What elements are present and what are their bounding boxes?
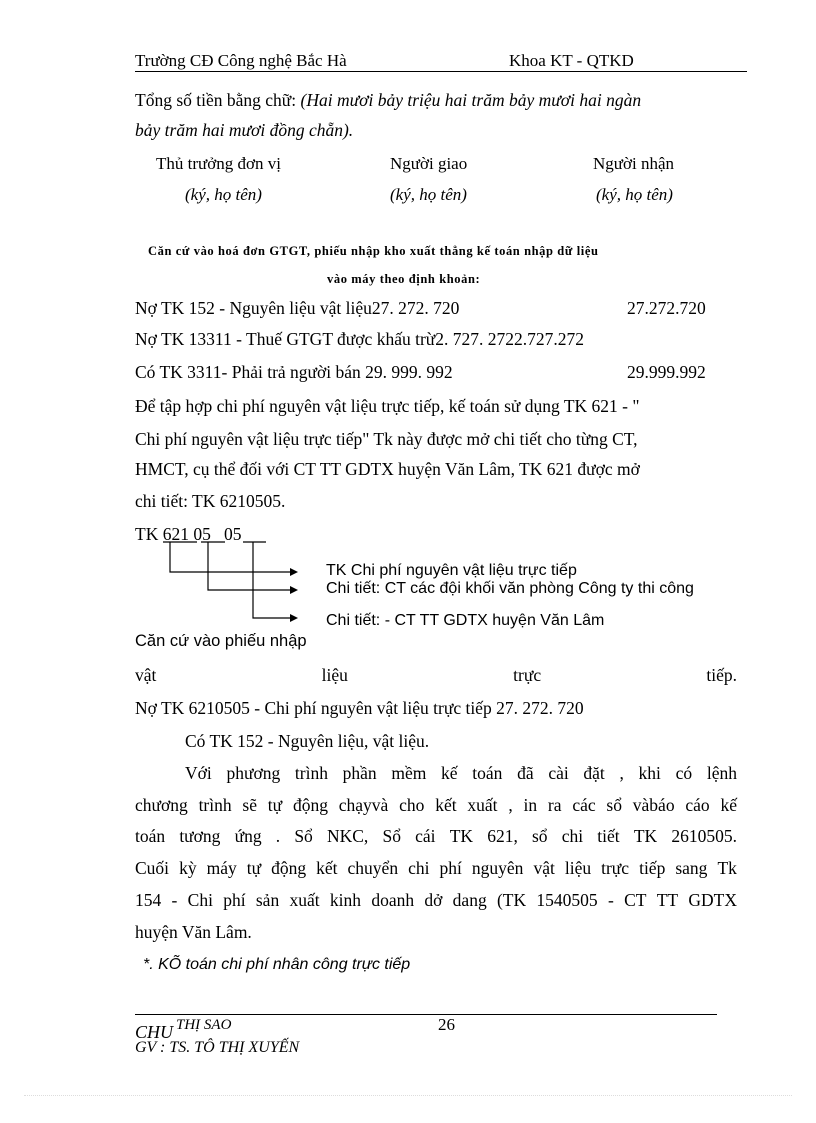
para2-word: tự bbox=[246, 858, 262, 878]
basis2-word: liệu bbox=[321, 665, 348, 685]
para2-word: lệnh bbox=[706, 763, 737, 783]
signature-title-receiver: Người nhận bbox=[593, 154, 674, 173]
basis-line2: vào máy theo định khoản: bbox=[327, 272, 481, 286]
para2-word: sang bbox=[675, 858, 708, 878]
total-words-line2: bảy trăm hai mươi đồng chẵn). bbox=[135, 120, 354, 140]
para1-line2: Chi phí nguyên vật liệu trực tiếp" Tk này được mở chi tiết cho từng CT, bbox=[135, 429, 638, 449]
para2-word: kế bbox=[720, 795, 737, 815]
diagram-label-account: TK Chi phí nguyên vật liệu trực tiếp bbox=[326, 562, 577, 579]
basis-line1: Căn cứ vào hoá đơn GTGT, phiếu nhập kho xuất thẳng kế toán nhập dữ liệu bbox=[148, 244, 599, 258]
para2-word: trực bbox=[601, 858, 630, 878]
para2-line1 bbox=[185, 763, 737, 784]
para2-word: 154 bbox=[135, 890, 162, 910]
para2-word: Sổ bbox=[294, 826, 313, 846]
account-code: TK 621 05 05 bbox=[135, 524, 242, 544]
entry-debit-152: Nợ TK 152 - Nguyên liệu vật liệu27. 272. 720 bbox=[135, 298, 460, 318]
para2-word: kết bbox=[316, 858, 338, 878]
signature-note-head: (ký, họ tên) bbox=[185, 185, 262, 204]
entry-credit-3311-amount: 29.999.992 bbox=[627, 362, 706, 382]
para2-word: xuất bbox=[289, 890, 320, 910]
total-words-text: (Hai mươi bảy triệu hai trăm bảy mươi hai ngàn bbox=[300, 90, 642, 110]
para2-line2 bbox=[135, 795, 737, 816]
para2-word: vàbáo bbox=[632, 795, 675, 815]
para2-word: phần bbox=[342, 763, 377, 783]
para2-word: Với bbox=[185, 763, 212, 783]
para2-word: kết bbox=[435, 795, 457, 815]
para1-line3: HMCT, cụ thể đối với CT TT GDTX huyện Văn Lâm, TK 621 được mở bbox=[135, 459, 640, 479]
para2-word: Cuối bbox=[135, 858, 170, 878]
basis2-word: vật bbox=[135, 665, 157, 685]
diagram-label-project: Chi tiết: - CT TT GDTX huyện Văn Lâm bbox=[326, 612, 605, 629]
para2-word: sản bbox=[255, 890, 280, 910]
para2-word: sổ bbox=[606, 795, 622, 815]
para2-word: phí bbox=[223, 890, 246, 910]
entry2-debit: Nợ TK 6210505 - Chi phí nguyên vật liệu trực tiếp 27. 272. 720 bbox=[135, 698, 584, 718]
para2-word: ra bbox=[547, 795, 562, 815]
diagram-label-office: Chi tiết: CT các đội khối văn phòng Công ty thi công bbox=[326, 580, 694, 597]
footer-rule bbox=[135, 1014, 717, 1015]
footer-advisor: GV : TS. TÔ THỊ XUYẾN bbox=[135, 1039, 300, 1056]
entry-credit-3311: Có TK 3311- Phải trả người bán 29. 999. 992 bbox=[135, 362, 453, 382]
footer-author-prefix: CHU bbox=[135, 1022, 174, 1042]
para2-word: TT bbox=[656, 890, 679, 910]
para2-line3 bbox=[135, 826, 737, 847]
basis2-word: trực bbox=[513, 665, 542, 685]
para2-word: phương bbox=[226, 763, 281, 783]
para2-word: , bbox=[619, 763, 624, 783]
para2-word: kinh bbox=[329, 890, 362, 910]
para2-word: NKC, bbox=[326, 826, 369, 846]
entry-debit-152-amount: 27.272.720 bbox=[627, 298, 706, 318]
header-school: Trường CĐ Công nghệ Bắc Hà bbox=[135, 51, 347, 70]
para2-word: 621, bbox=[487, 826, 518, 846]
para2-line5 bbox=[135, 890, 737, 911]
para2-word: động bbox=[271, 858, 307, 878]
footer-author-name: THỊ SAO bbox=[176, 1017, 232, 1033]
para2-word: dang bbox=[452, 890, 487, 910]
para2-word: chương bbox=[135, 795, 188, 815]
basis2-justified-line bbox=[135, 665, 737, 686]
para2-word: tiết bbox=[597, 826, 620, 846]
para2-word: CT bbox=[624, 890, 647, 910]
para2-word: Chi bbox=[187, 890, 213, 910]
para2-word: 2610505. bbox=[671, 826, 737, 846]
entry-debit-13311: Nợ TK 13311 - Thuế GTGT được khấu trừ2. 727. 2722.727.272 bbox=[135, 329, 585, 349]
para2-word: chi bbox=[408, 858, 430, 878]
para2-word: in bbox=[523, 795, 538, 815]
para2-word: tự bbox=[267, 795, 283, 815]
para2-line6: huyện Văn Lâm. bbox=[135, 922, 252, 942]
header-faculty: Khoa KT - QTKD bbox=[509, 51, 634, 70]
para2-word: trình bbox=[294, 763, 328, 783]
para2-word: cái bbox=[415, 826, 436, 846]
para2-word: kế bbox=[441, 763, 458, 783]
para2-word: Tk bbox=[717, 858, 737, 878]
next-section-heading: *. KÕ toán chi phí nhân công trực tiếp bbox=[143, 956, 411, 973]
para2-word: liệu bbox=[564, 858, 592, 878]
page-bottom-edge bbox=[24, 1095, 792, 1096]
para2-word: các bbox=[572, 795, 596, 815]
para2-word: kỳ bbox=[179, 858, 197, 878]
para2-word: cáo bbox=[685, 795, 710, 815]
para2-word: , bbox=[508, 795, 513, 815]
para2-word: có bbox=[675, 763, 693, 783]
para2-word: phí bbox=[439, 858, 462, 878]
total-words-label: Tổng số tiền bằng chữ: bbox=[135, 90, 301, 110]
para2-word: đặt bbox=[583, 763, 605, 783]
signature-title-deliverer: Người giao bbox=[390, 154, 468, 173]
para2-word: nguyên bbox=[471, 858, 524, 878]
entry2-credit: Có TK 152 - Nguyên liệu, vật liệu. bbox=[185, 731, 430, 751]
para2-word: sổ bbox=[532, 826, 548, 846]
para2-word: - bbox=[607, 890, 614, 910]
para2-word: chi bbox=[561, 826, 584, 846]
para2-word: khi bbox=[638, 763, 661, 783]
para2-word: tương bbox=[179, 826, 221, 846]
para2-word: TK bbox=[449, 826, 474, 846]
basis2-line1: Căn cứ vào phiếu nhập bbox=[135, 632, 307, 650]
para2-word: mềm bbox=[391, 763, 427, 783]
para2-word: GDTX bbox=[688, 890, 737, 910]
para2-line4 bbox=[135, 858, 737, 879]
para2-word: doanh bbox=[371, 890, 415, 910]
para2-word: toán bbox=[135, 826, 166, 846]
para2-word: động bbox=[292, 795, 328, 815]
para2-word: vật bbox=[533, 858, 555, 878]
para2-word: trình bbox=[198, 795, 232, 815]
para2-word: (TK bbox=[496, 890, 527, 910]
para2-word: TK bbox=[633, 826, 658, 846]
para2-word: . bbox=[275, 826, 281, 846]
para2-word: dở bbox=[424, 890, 443, 910]
page-number: 26 bbox=[438, 1015, 455, 1034]
para2-word: chạyvà bbox=[338, 795, 389, 815]
para2-word: 1540505 bbox=[536, 890, 598, 910]
para2-word: cài bbox=[548, 763, 569, 783]
para2-word: toán bbox=[472, 763, 503, 783]
para2-word: đã bbox=[517, 763, 534, 783]
para2-word: tiếp bbox=[639, 858, 666, 878]
para1-line4: chi tiết: TK 6210505. bbox=[135, 491, 286, 511]
para2-word: chuyển bbox=[347, 858, 399, 878]
signature-note-deliverer: (ký, họ tên) bbox=[390, 185, 467, 204]
para2-word: ứng bbox=[234, 826, 262, 846]
para2-word: cho bbox=[399, 795, 425, 815]
para1-line1: Để tập hợp chi phí nguyên vật liệu trực tiếp, kế toán sử dụng TK 621 - " bbox=[135, 396, 640, 416]
para2-word: xuất bbox=[467, 795, 498, 815]
signature-note-receiver: (ký, họ tên) bbox=[596, 185, 673, 204]
para2-word: Sổ bbox=[382, 826, 401, 846]
para2-word: sẽ bbox=[242, 795, 257, 815]
signature-title-head: Thủ trưởng đơn vị bbox=[156, 154, 281, 173]
basis2-word: tiếp. bbox=[706, 665, 737, 685]
para2-word: máy bbox=[206, 858, 237, 878]
para2-word: - bbox=[171, 890, 178, 910]
